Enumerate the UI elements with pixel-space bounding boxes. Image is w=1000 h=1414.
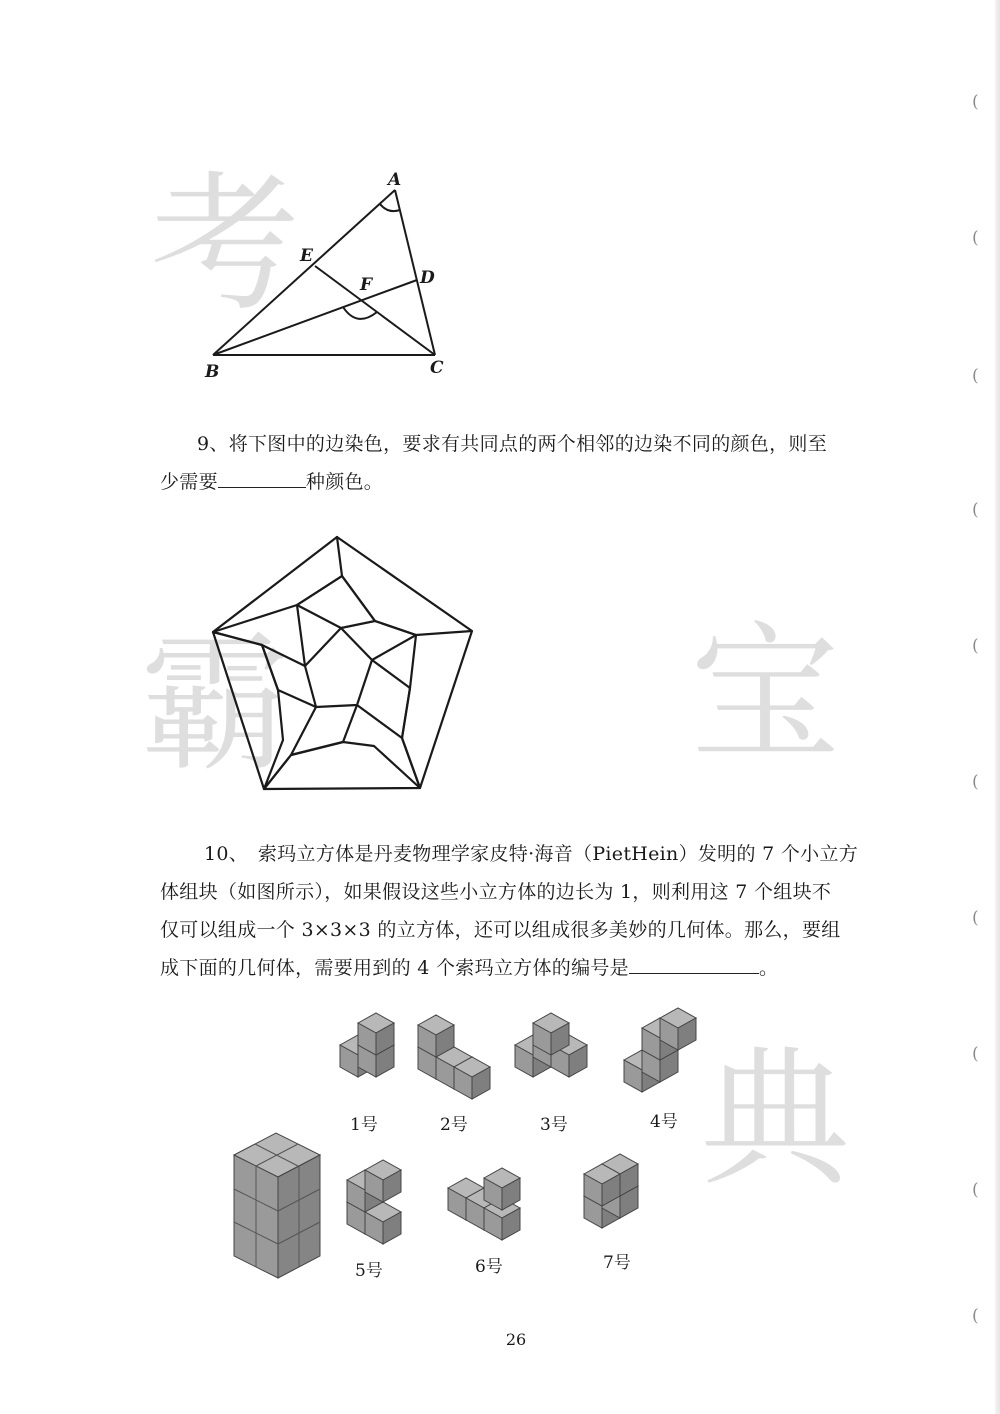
binding-mark: (	[972, 772, 979, 792]
triangle-figure	[195, 170, 455, 385]
q9-line1: 9、将下图中的边染色，要求有共同点的两个相邻的边染不同的颜色，则至	[197, 433, 827, 455]
watermark-kao: 考	[150, 158, 301, 332]
binding-mark: (	[972, 908, 979, 928]
binding-mark: (	[972, 366, 979, 386]
binding-mark: (	[972, 636, 979, 656]
soma-piece-4	[624, 1008, 696, 1092]
soma-piece-2	[418, 1015, 490, 1099]
question-9	[160, 425, 850, 501]
label-f: F	[360, 275, 373, 295]
binding-mark: (	[972, 1044, 979, 1064]
q9-answer-blank[interactable]	[218, 486, 306, 488]
label-a: A	[388, 170, 402, 190]
dodecahedron-graph	[205, 530, 480, 795]
binding-mark: (	[972, 92, 979, 112]
soma-label-6: 6号	[475, 1257, 503, 1277]
label-d: D	[420, 268, 435, 288]
q10-line1: 10、 索玛立方体是丹麦物理学家皮特·海音（PietHein）发明的 7 个小立方	[204, 843, 859, 865]
binding-mark: (	[972, 1306, 979, 1326]
q10-answer-blank[interactable]	[629, 972, 759, 974]
inner-pentagon	[305, 628, 372, 707]
watermark-bao: 宝	[690, 608, 841, 782]
binding-mark: (	[972, 1180, 979, 1200]
page-edge-shadow	[995, 0, 1000, 1414]
soma-label-1: 1号	[350, 1115, 378, 1135]
binding-mark: (	[972, 500, 979, 520]
soma-label-4: 4号	[650, 1112, 678, 1132]
label-c: C	[430, 358, 444, 378]
soma-piece-5	[347, 1160, 401, 1244]
angle-a-arc	[380, 204, 400, 211]
q10-line2: 体组块（如图所示），如果假设这些小立方体的边长为 1，则利用这 7 个组块不	[160, 881, 832, 903]
label-e: E	[300, 246, 313, 266]
q10-line4-pre: 成下面的几何体，需要用到的 4 个索玛立方体的编号是	[160, 957, 629, 979]
label-b: B	[205, 362, 220, 382]
q10-line4-post: 。	[758, 957, 779, 979]
target-solid	[234, 1133, 320, 1278]
soma-piece-3	[515, 1013, 587, 1077]
soma-label-7: 7号	[603, 1253, 631, 1273]
soma-piece-1	[340, 1013, 394, 1077]
q10-line4	[160, 949, 850, 987]
watermark-dian: 典	[700, 1033, 851, 1207]
watermark-ba: 霸	[140, 618, 291, 792]
binding-mark: (	[972, 228, 979, 248]
page-number: 26	[505, 1330, 527, 1349]
q9-line2-pre: 少需要	[160, 471, 218, 493]
q9-line2-post: 种颜色。	[305, 471, 384, 493]
q10-line3: 仅可以组成一个 3×3×3 的立方体，还可以组成很多美妙的几何体。那么，要组	[160, 919, 841, 941]
spokes	[213, 576, 472, 789]
question-10	[160, 835, 859, 987]
soma-label-2: 2号	[440, 1115, 468, 1135]
soma-label-5: 5号	[355, 1261, 383, 1281]
soma-piece-7	[584, 1154, 638, 1228]
q9-line2	[160, 463, 850, 501]
soma-pieces	[225, 1005, 725, 1285]
side-ab	[213, 190, 395, 355]
segment-bd	[213, 280, 417, 355]
soma-label-3: 3号	[540, 1115, 568, 1135]
middle-ring	[213, 537, 420, 789]
soma-piece-6	[448, 1168, 520, 1240]
